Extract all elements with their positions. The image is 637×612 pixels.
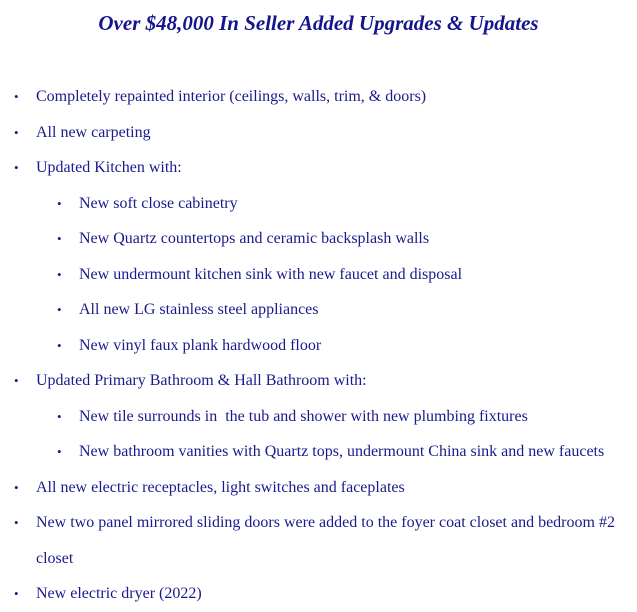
upgrades-list	[0, 79, 637, 612]
sub-list-item	[0, 186, 637, 222]
list-item-text: All new electric receptacles, light switches and faceplates	[36, 478, 405, 496]
list-item-text: New bathroom vanities with Quartz tops, undermount China sink and new faucets	[79, 443, 605, 460]
list-item	[0, 470, 637, 506]
list-item	[0, 505, 637, 576]
list-item-text: Updated Kitchen with:	[36, 159, 182, 176]
list-item-text: New Quartz countertops and ceramic backsplash walls	[79, 230, 430, 247]
sub-list-item	[0, 221, 637, 257]
bullet: •	[14, 479, 19, 495]
list-item	[0, 576, 637, 612]
bullet: •	[57, 231, 62, 246]
list-item-text: New soft close cabinetry	[79, 194, 238, 212]
list-item	[0, 363, 637, 399]
bullet: •	[14, 124, 19, 140]
bullet: •	[57, 302, 62, 317]
list-item	[0, 79, 637, 115]
list-item-text: New electric dryer (2022)	[36, 585, 202, 602]
sub-list-item	[0, 434, 637, 470]
bullet: •	[57, 266, 62, 282]
list-item-text: Updated Primary Bathroom & Hall Bathroom with:	[36, 372, 367, 389]
sub-list-item	[0, 292, 637, 328]
list-item-text: New tile surrounds in the tub and shower with new plumbing fixtures	[79, 407, 528, 425]
list-item-text: New two panel mirrored sliding doors were added to the foyer coat closet and bedroom #2 closet	[36, 514, 615, 567]
bullet: •	[14, 586, 19, 601]
list-item-text: New undermount kitchen sink with new faucet and disposal	[79, 265, 463, 283]
bullet: •	[14, 160, 19, 175]
list-item-text: Completely repainted interior (ceilings, walls, trim, & doors)	[36, 88, 427, 105]
bullet: •	[14, 515, 19, 530]
bullet: •	[57, 337, 62, 353]
bullet: •	[57, 408, 62, 424]
bullet: •	[57, 444, 62, 459]
list-item-text: All new LG stainless steel appliances	[79, 301, 319, 318]
bullet: •	[14, 89, 19, 104]
list-item-text: All new carpeting	[36, 123, 151, 141]
sub-list-item	[0, 399, 637, 435]
sub-list-item	[0, 257, 637, 293]
list-item	[0, 115, 637, 151]
page-title: Over $48,000 In Seller Added Upgrades & Updates	[98, 11, 539, 35]
list-item	[0, 150, 637, 186]
sub-list-item	[0, 328, 637, 364]
list-item-text: New vinyl faux plank hardwood floor	[79, 336, 322, 354]
bullet: •	[57, 195, 62, 211]
bullet: •	[14, 373, 19, 388]
